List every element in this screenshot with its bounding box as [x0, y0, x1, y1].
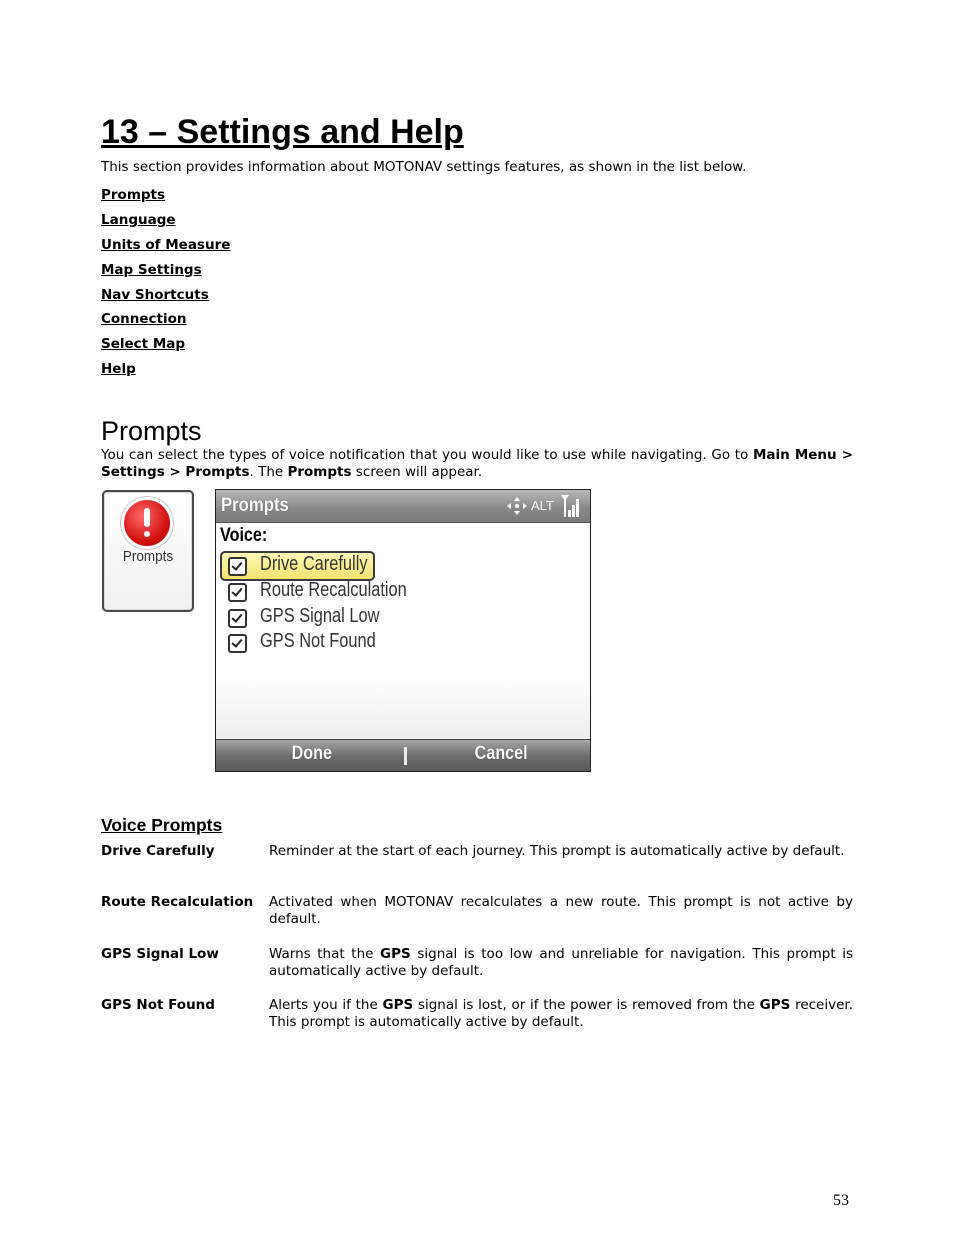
- option-label: GPS Signal Low: [260, 605, 380, 627]
- phone-title-bar: [216, 490, 590, 523]
- desc-bold: GPS: [759, 997, 791, 1013]
- desc-part: Warns that the: [269, 946, 381, 962]
- phone-screen-title: Prompts: [221, 495, 289, 516]
- definition-description: [269, 997, 853, 1031]
- prompts-description: [101, 447, 853, 481]
- link-prompts[interactable]: Prompts: [101, 187, 166, 203]
- app-icon-label: Prompts: [122, 548, 174, 565]
- prompts-text-part: You can select the types of voice notification that you would like to use while navigating. Go to: [101, 447, 753, 463]
- definition-description: [269, 946, 853, 980]
- phone-prompts-screen: [215, 489, 591, 772]
- prompts-app-icon: [102, 490, 194, 612]
- softkey-bar: [216, 739, 590, 771]
- voice-prompts-heading: Voice Prompts: [101, 815, 223, 835]
- desc-bold: GPS: [382, 997, 414, 1013]
- definition-term: GPS Not Found: [101, 997, 215, 1013]
- prompts-text-part: screen will appear.: [351, 464, 483, 480]
- option-gps-signal-low[interactable]: [220, 605, 520, 629]
- softkey-divider: [404, 747, 407, 765]
- chapter-title: 13 – Settings and Help: [101, 113, 464, 151]
- prompts-heading: Prompts: [101, 416, 202, 446]
- toc-item: [101, 259, 230, 284]
- toc-item: [101, 333, 230, 358]
- signal-strength-icon: [560, 494, 582, 518]
- menu-path: Main Menu > Settings > Prompts: [101, 447, 854, 480]
- checkbox-checked-icon[interactable]: [228, 634, 247, 653]
- desc-part: signal is lost, or if the power is removed from the: [413, 997, 760, 1013]
- toc-item: [101, 234, 230, 259]
- toc-item: [101, 284, 230, 309]
- desc-part: Alerts you if the: [269, 997, 383, 1013]
- link-nav-shortcuts[interactable]: Nav Shortcuts: [101, 286, 209, 303]
- desc-part: receiver. This prompt is automatically active by default.: [269, 997, 854, 1030]
- toc-item: [101, 209, 230, 234]
- definition-term: Route Recalculation: [101, 894, 254, 910]
- option-gps-not-found[interactable]: [220, 630, 520, 654]
- definition-term: GPS Signal Low: [101, 946, 219, 962]
- option-label: GPS Not Found: [260, 630, 376, 652]
- definition-description: Activated when MOTONAV recalculates a new route. This prompt is not active by default.: [269, 894, 853, 927]
- cancel-softkey[interactable]: Cancel: [474, 743, 528, 764]
- alt-indicator: ALT: [531, 498, 554, 513]
- checkbox-checked-icon[interactable]: [228, 583, 247, 602]
- done-softkey[interactable]: Done: [291, 743, 332, 764]
- voice-label: Voice:: [220, 525, 268, 546]
- checkbox-checked-icon[interactable]: [228, 609, 247, 628]
- option-label: Route Recalculation: [260, 579, 407, 601]
- link-help[interactable]: Help: [101, 361, 136, 378]
- link-language[interactable]: Language: [101, 211, 176, 228]
- definition-term: Drive Carefully: [101, 843, 215, 859]
- desc-bold: GPS: [380, 946, 411, 962]
- toc-item: [101, 358, 230, 383]
- toc-item: [101, 308, 230, 333]
- checkbox-checked-icon[interactable]: [228, 557, 247, 576]
- link-units-of-measure[interactable]: Units of Measure: [101, 236, 231, 253]
- screen-name: Prompts: [287, 464, 352, 480]
- page-number: 53: [833, 1192, 849, 1209]
- phone-screen-body: [216, 523, 590, 739]
- option-route-recalculation[interactable]: [220, 579, 520, 603]
- option-drive-carefully[interactable]: [220, 553, 520, 577]
- exclamation-icon: [124, 500, 170, 546]
- intro-text: This section provides information about MOTONAV settings features, as shown in the list below.: [101, 159, 747, 175]
- link-connection[interactable]: Connection: [101, 311, 187, 328]
- toc-item: [101, 184, 230, 209]
- navigation-arrows-icon: [506, 496, 528, 516]
- settings-link-list: [101, 184, 230, 383]
- prompts-text-part: . The: [249, 464, 288, 480]
- desc-part: signal is too low and unreliable for navigation. This prompt is automatically active by default.: [269, 946, 853, 979]
- option-label: Drive Carefully: [260, 553, 368, 575]
- link-map-settings[interactable]: Map Settings: [101, 261, 202, 278]
- link-select-map[interactable]: Select Map: [101, 336, 186, 353]
- definition-description: Reminder at the start of each journey. This prompt is automatically active by default.: [269, 843, 845, 859]
